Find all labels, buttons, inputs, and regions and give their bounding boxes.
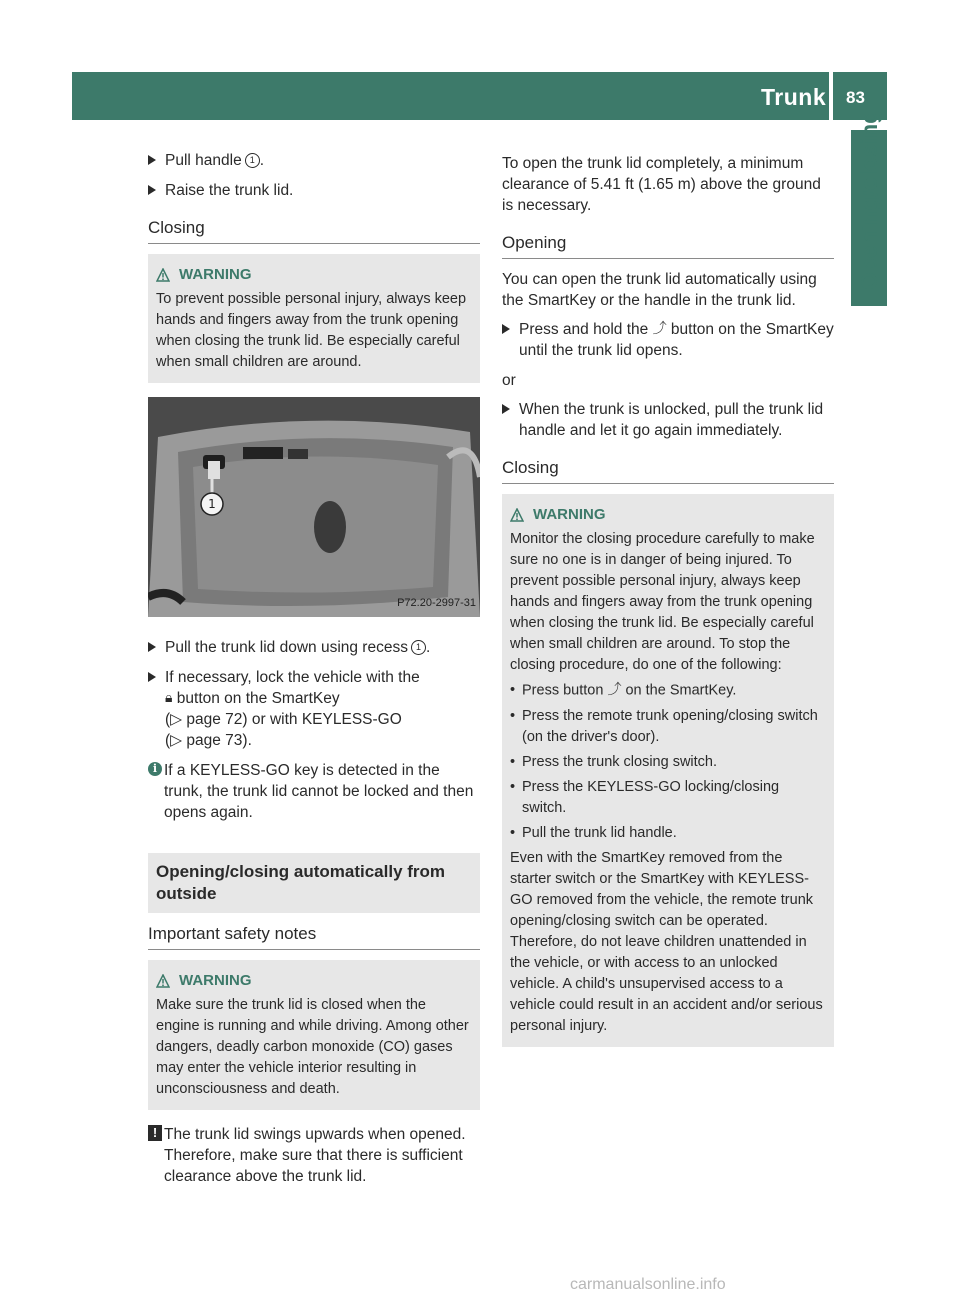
- step-arrow-icon: [148, 672, 156, 682]
- safety-heading: Important safety notes: [148, 923, 480, 950]
- warning-title: WARNING: [156, 264, 472, 285]
- or-text: or: [502, 372, 516, 390]
- chapter-label: Opening/closing: [856, 109, 882, 290]
- opening-heading: Opening: [502, 232, 834, 259]
- callout-1-icon: 1: [411, 640, 426, 655]
- list-item: • Press button ⤴ on the SmartKey.: [510, 680, 826, 701]
- trunk-button-icon: ⤴: [607, 682, 622, 699]
- page-title: Trunk: [761, 84, 827, 110]
- warning-triangle-icon: [156, 268, 170, 282]
- opening-text: You can open the trunk lid automatically using the SmartKey or the handle in the trunk lid.: [502, 271, 817, 309]
- trunk-interior-illustration: [148, 397, 480, 617]
- exclamation-icon: !: [148, 1125, 162, 1141]
- step-pull-trunk-handle: When the trunk is unlocked, pull the trunk lid handle and let it go again immediately.: [502, 399, 834, 441]
- warning-text: Make sure the trunk lid is closed when the engine is running and while driving. Among other dangers, deadly carbon monoxide (CO) gases may enter the vehicle interior resulting in unconsciousness and death.: [156, 997, 469, 1098]
- page-ref-73[interactable]: (▷ page 73).: [165, 732, 252, 750]
- step-arrow-icon: [148, 642, 156, 652]
- trunk-button-icon: ⤴: [652, 321, 667, 338]
- left-column: [148, 150, 480, 1199]
- step-raise-lid: Raise the trunk lid.: [148, 180, 480, 201]
- stop-options-list: [510, 680, 826, 843]
- warning-title: WARNING: [510, 504, 826, 525]
- closing-heading-right: Closing: [502, 457, 834, 484]
- list-item: • Pull the trunk lid handle.: [510, 824, 677, 841]
- step-arrow-icon: [502, 404, 510, 414]
- page-number: 83: [846, 88, 865, 107]
- list-item: • Press the remote trunk opening/closing switch (on the driver's door).: [510, 707, 818, 745]
- warning-triangle-icon: [156, 974, 170, 988]
- warning-title: WARNING: [156, 970, 472, 991]
- lock-icon: 🔒︎: [165, 690, 173, 707]
- trunk-lid-photo: [148, 397, 480, 617]
- caution-note: ! The trunk lid swings upwards when opened. Therefore, make sure that there is sufficient clearance above the trunk lid.: [148, 1124, 480, 1187]
- list-item: • Press the KEYLESS-GO locking/closing switch.: [510, 778, 780, 816]
- callout-1-icon: 1: [245, 153, 260, 168]
- step-press-hold: Press and hold the ⤴ button on the SmartKey until the trunk lid opens.: [502, 319, 834, 361]
- warning-box-monitor: [502, 494, 834, 1046]
- info-note: i If a KEYLESS-GO key is detected in the trunk, the trunk lid cannot be locked and then opens again.: [148, 760, 480, 823]
- step-pull-down: Pull the trunk lid down using recess 1 .: [148, 637, 480, 658]
- closing-heading: Closing: [148, 217, 480, 244]
- step-pull-handle: Pull handle 1 .: [148, 150, 480, 171]
- info-icon: i: [148, 762, 162, 776]
- list-item: • Press the trunk closing switch.: [510, 753, 718, 770]
- watermark: carmanualsonline.info: [570, 1276, 726, 1293]
- section-title-automatic: Opening/closing automatically from outside: [148, 853, 480, 913]
- warning-box-co: [148, 960, 480, 1110]
- clearance-text: To open the trunk lid completely, a minimum clearance of 5.41 ft (1.65 m) above the ground is necessary.: [502, 155, 821, 214]
- step-lock-vehicle: If necessary, lock the vehicle with the 🔒︎ button on the SmartKey (▷ page 72) or with KEYLESS-GO (▷ page 73).: [148, 667, 480, 751]
- warning-triangle-icon: [510, 508, 524, 522]
- header-separator: [829, 72, 833, 120]
- warning-closing-text: Even with the SmartKey removed from the starter switch or the SmartKey with KEYLESS-GO removed from the vehicle, the remote trunk opening/closing switch can be operated. Therefore, do not leave children unattended in the vehicle, or with access to an unlocked vehicle. A child's unsupervised access to a vehicle could result in an accident and/or serious personal injury.: [510, 849, 823, 1034]
- photo-callout-1: 1: [208, 497, 216, 511]
- step-arrow-icon: [502, 324, 510, 334]
- warning-text: Monitor the closing procedure carefully to make sure no one is in danger of being injured. To prevent possible personal injury, always keep hands and fingers away from the trunk opening when closing the trunk lid. Be especially careful when small children are around. To stop the closing procedure, do one of the following:: [510, 531, 815, 674]
- page-ref-72[interactable]: (▷ page 72) or with KEYLESS-GO: [165, 711, 402, 729]
- warning-text: To prevent possible personal injury, always keep hands and fingers away from the trunk opening when closing the trunk lid. Be especially careful when small children are around.: [156, 291, 467, 370]
- warning-box-closing: [148, 254, 480, 383]
- figure-code: P72.20-2997-31: [397, 597, 476, 609]
- right-column: [502, 150, 834, 1061]
- step-arrow-icon: [148, 155, 156, 165]
- step-arrow-icon: [148, 185, 156, 195]
